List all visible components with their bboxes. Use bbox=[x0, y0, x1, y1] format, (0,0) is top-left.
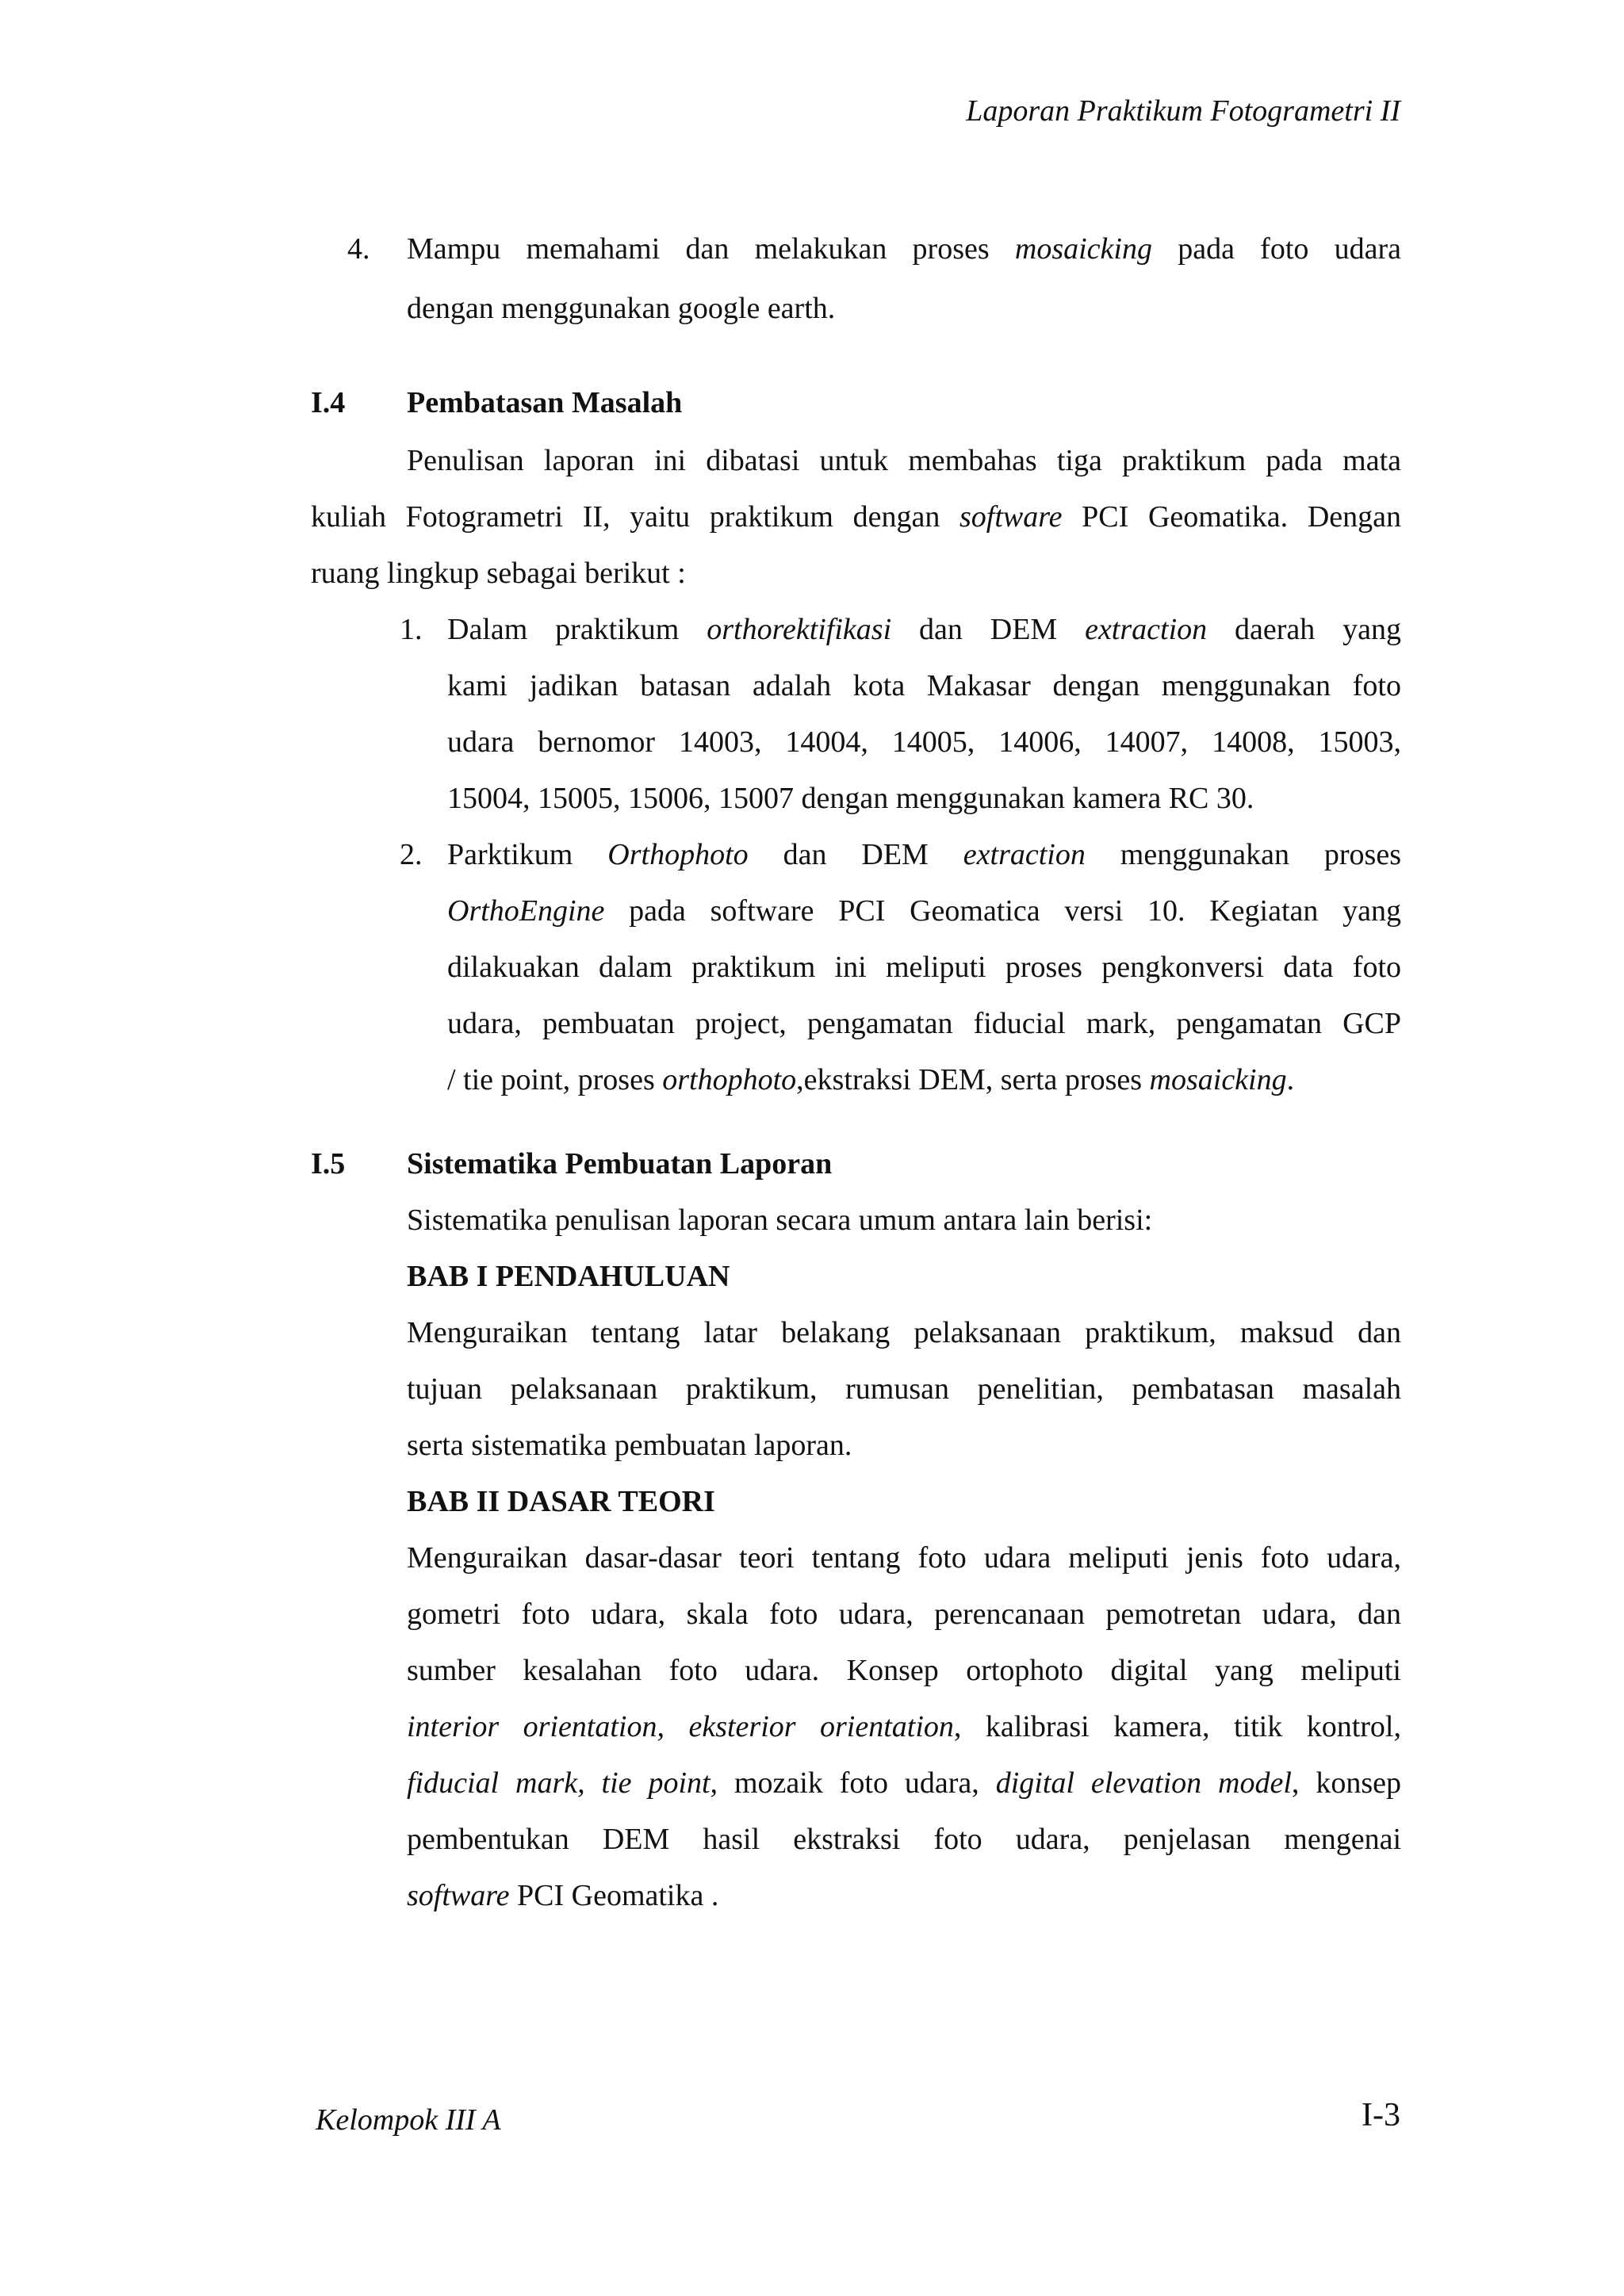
list-item-line bbox=[447, 836, 1401, 874]
paragraph-line bbox=[407, 1877, 718, 1915]
chapter-heading: BAB I PENDAHULUAN bbox=[407, 1260, 730, 1293]
page-number: I-3 bbox=[1362, 2097, 1400, 2133]
paragraph-line bbox=[311, 498, 1401, 536]
list-item-line bbox=[447, 892, 1401, 930]
section-title: Pembatasan Masalah bbox=[407, 386, 683, 419]
text-run: ,ekstraksi DEM, serta proses bbox=[796, 1063, 1150, 1096]
footer-group: Kelompok III A bbox=[316, 2103, 501, 2137]
list-item-line: udara, pembuatan project, pengamatan fiducial mark, pengamatan GCP bbox=[447, 1007, 1401, 1040]
text-run: PCI Geomatika. Dengan bbox=[1062, 500, 1401, 534]
italic-run: Orthophoto bbox=[607, 838, 749, 871]
italic-run: orthorektifikasi bbox=[707, 613, 892, 646]
italic-run: software bbox=[407, 1879, 510, 1912]
paragraph-line: Menguraikan tentang latar belakang pelaksanaan praktikum, maksud dan bbox=[407, 1316, 1401, 1349]
section-title: Sistematika Pembuatan Laporan bbox=[407, 1147, 833, 1181]
text-run: daerah yang bbox=[1207, 613, 1402, 646]
text-run: pada software PCI Geomatica versi 10. Kegiatan yang bbox=[604, 894, 1401, 928]
paragraph-line: pembentukan DEM hasil ekstraksi foto udara, penjelasan mengenai bbox=[407, 1823, 1401, 1856]
italic-run: OrthoEngine bbox=[447, 894, 605, 928]
text-run: PCI Geomatika . bbox=[509, 1879, 719, 1912]
text-run: dan DEM bbox=[891, 613, 1086, 646]
list-number: 1. bbox=[400, 613, 423, 646]
objective-number: 4. bbox=[347, 232, 370, 266]
text-run: Parktikum bbox=[447, 838, 608, 871]
italic-run: fiducial mark, tie point, bbox=[407, 1766, 718, 1800]
text-run: pada foto udara bbox=[1151, 232, 1401, 266]
paragraph-line: gometri foto udara, skala foto udara, perencanaan pemotretan udara, dan bbox=[407, 1598, 1401, 1631]
italic-run: mosaicking bbox=[1014, 232, 1152, 266]
paragraph-line: Penulisan laporan ini dibatasi untuk membahas tiga praktikum pada mata bbox=[407, 444, 1401, 477]
text-run: mozaik foto udara, bbox=[718, 1766, 996, 1800]
objective-line bbox=[407, 230, 1401, 268]
list-number: 2. bbox=[400, 838, 423, 871]
text-run: , konsep bbox=[1291, 1766, 1401, 1800]
list-item-line: kami jadikan batasan adalah kota Makasar dengan menggunakan foto bbox=[447, 669, 1401, 702]
paragraph-line: serta sistematika pembuatan laporan. bbox=[407, 1429, 852, 1462]
italic-run: software bbox=[959, 500, 1063, 534]
text-run: / tie point, proses bbox=[447, 1063, 663, 1096]
text-run: kuliah Fotogrametri II, yaitu praktikum dengan bbox=[311, 500, 960, 534]
text-run: menggunakan proses bbox=[1085, 838, 1402, 871]
italic-run: mosaicking bbox=[1149, 1063, 1287, 1096]
chapter-heading: BAB II DASAR TEORI bbox=[407, 1485, 715, 1518]
list-item-line: 15004, 15005, 15006, 15007 dengan menggunakan kamera RC 30. bbox=[447, 782, 1254, 815]
running-header: Laporan Praktikum Fotogrametri II bbox=[966, 94, 1400, 128]
italic-run: digital elevation model bbox=[995, 1766, 1292, 1800]
paragraph-line bbox=[407, 1764, 1401, 1802]
section-number: I.5 bbox=[311, 1147, 346, 1181]
list-item-line: udara bernomor 14003, 14004, 14005, 14006, 14007, 14008, 15003, bbox=[447, 725, 1401, 759]
italic-run: extraction bbox=[963, 838, 1086, 871]
paragraph-line: tujuan pelaksanaan praktikum, rumusan penelitian, pembatasan masalah bbox=[407, 1372, 1401, 1406]
objective-line: dengan menggunakan google earth. bbox=[407, 292, 836, 325]
paragraph-line: sumber kesalahan foto udara. Konsep ortophoto digital yang meliputi bbox=[407, 1654, 1401, 1687]
text-run: dan DEM bbox=[748, 838, 963, 871]
paragraph-line: Menguraikan dasar-dasar teori tentang foto udara meliputi jenis foto udara, bbox=[407, 1541, 1401, 1575]
text-run: , kalibrasi kamera, titik kontrol, bbox=[953, 1710, 1401, 1743]
paragraph-line: ruang lingkup sebagai berikut : bbox=[311, 557, 686, 590]
list-item-line bbox=[447, 1061, 1294, 1099]
list-item-line: dilakuakan dalam praktikum ini meliputi proses pengkonversi data foto bbox=[447, 951, 1401, 984]
italic-run: orthophoto bbox=[662, 1063, 797, 1096]
text-run: . bbox=[1286, 1063, 1295, 1096]
text-run: Dalam praktikum bbox=[447, 613, 707, 646]
italic-run: extraction bbox=[1085, 613, 1208, 646]
paragraph-line bbox=[407, 1708, 1401, 1746]
italic-run: interior orientation, eksterior orientation bbox=[407, 1710, 954, 1743]
section-number: I.4 bbox=[311, 386, 346, 419]
text-run: Mampu memahami dan melakukan proses bbox=[407, 232, 1015, 266]
list-item-line bbox=[447, 610, 1401, 649]
paragraph-line: Sistematika penulisan laporan secara umum antara lain berisi: bbox=[407, 1203, 1153, 1237]
